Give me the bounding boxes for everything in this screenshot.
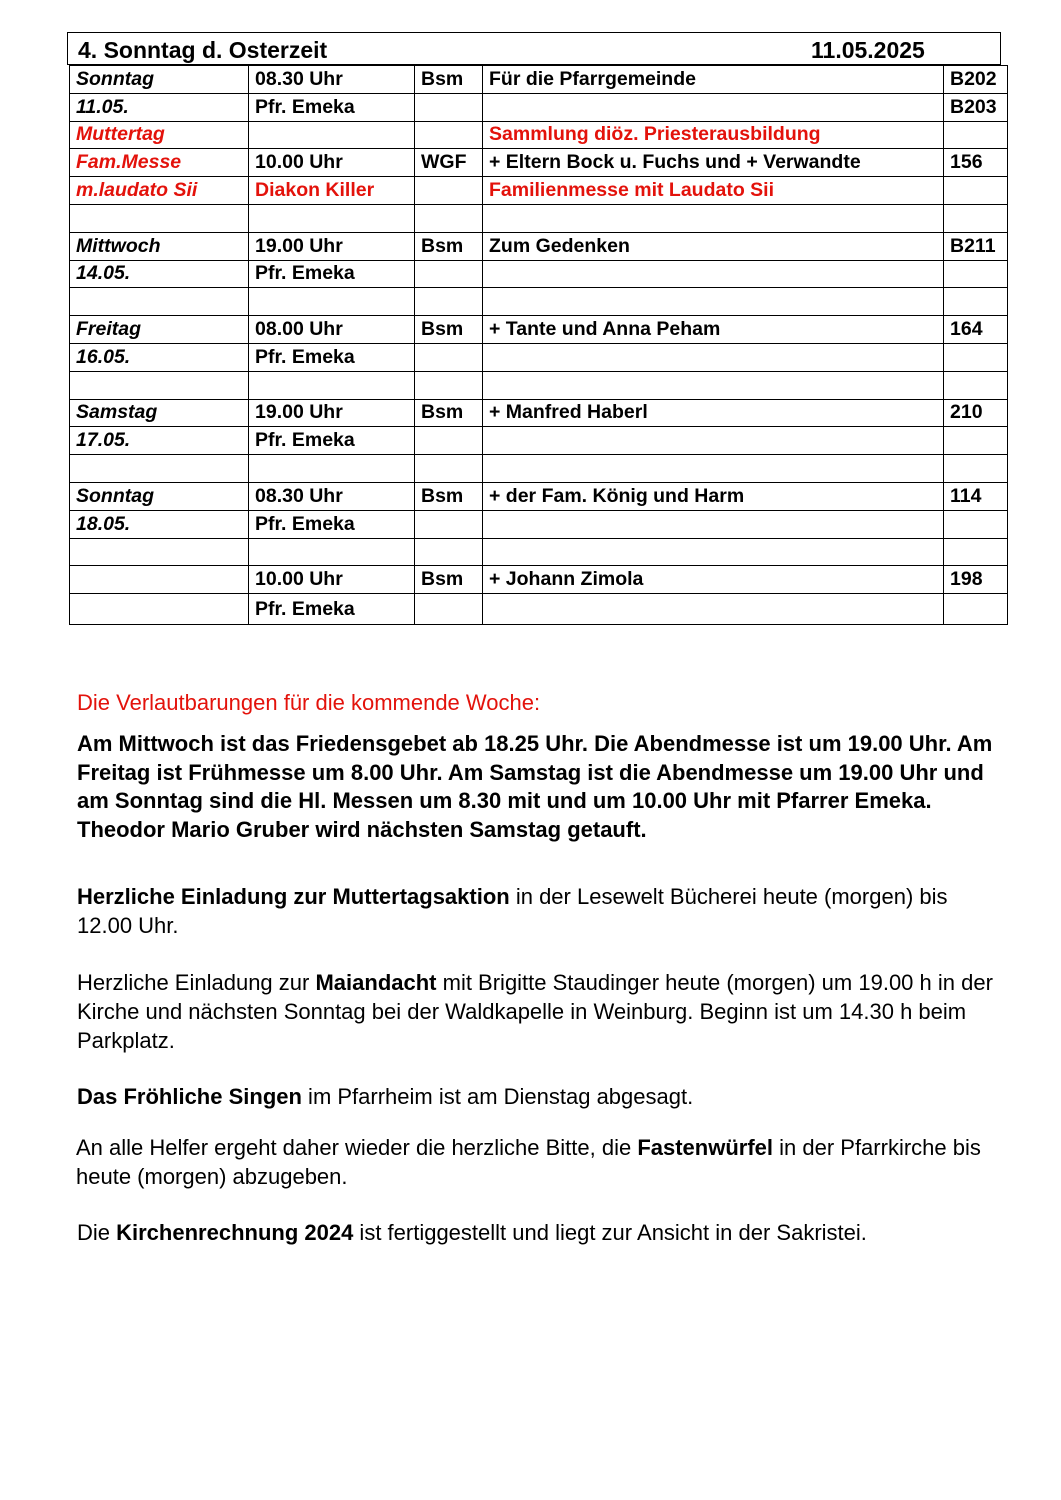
time-cell [249,121,415,149]
day-cell: Sonntag [70,482,249,510]
table-row [70,482,1008,510]
table-row [70,66,1008,94]
intention-cell: Für die Pfarrgemeinde [483,66,944,94]
announcement-muttertag [77,883,1007,940]
day-cell: Fam.Messe [70,149,249,177]
number-cell: 210 [944,399,1008,427]
day-cell [70,204,249,232]
location-cell [415,121,483,149]
intention-cell [483,510,944,538]
number-cell [944,177,1008,205]
day-cell [70,371,249,399]
day-cell: 17.05. [70,427,249,455]
number-cell: B202 [944,66,1008,94]
announcement-kirchenrechnung-text: ist fertiggestellt und liegt zur Ansicht in der Sakristei. [353,1220,867,1246]
table-row [70,399,1008,427]
intention-cell: Familienmesse mit Laudato Sii [483,177,944,205]
intention-cell: + Manfred Haberl [483,399,944,427]
location-cell [415,427,483,455]
time-cell: 10.00 Uhr [249,149,415,177]
mass-schedule-table [69,65,1008,625]
location-cell [415,538,483,566]
title-box [67,32,1001,65]
location-cell [415,288,483,316]
number-cell [944,204,1008,232]
day-cell: 14.05. [70,260,249,288]
time-cell [249,538,415,566]
day-cell: 11.05. [70,93,249,121]
table-row [70,343,1008,371]
table-row [70,594,1008,625]
intention-cell [483,538,944,566]
location-cell [415,371,483,399]
announcement-singen [77,1083,1007,1112]
table-row [70,455,1008,483]
announcement-fastenwuerfel-bold: Fastenwürfel [637,1135,774,1161]
table-row [70,232,1008,260]
announcement-singen-bold: Das Fröhliche Singen [77,1084,302,1110]
table-row [70,566,1008,594]
time-cell: Pfr. Emeka [249,427,415,455]
announcements-heading: Die Verlautbarungen für die kommende Woche: [77,690,541,715]
time-cell: Pfr. Emeka [249,93,415,121]
time-cell: Pfr. Emeka [249,594,415,625]
intention-cell: + Tante und Anna Peham [483,316,944,344]
number-cell: 164 [944,316,1008,344]
day-cell: Mittwoch [70,232,249,260]
number-cell [944,288,1008,316]
location-cell [415,204,483,232]
day-cell [70,288,249,316]
table-row [70,93,1008,121]
number-cell: B203 [944,93,1008,121]
day-cell [70,566,249,594]
day-cell: Samstag [70,399,249,427]
announcements-main-text: Am Mittwoch ist das Friedensgebet ab 18.25 Uhr. Die Abendmesse ist um 19.00 Uhr. Am Freitag ist Frühmesse um 8.00 Uhr. Am Samstag ist die Abendmesse um 19.00 Uhr und am Sonntag sind die Hl. Messen um 8.30 mit und um 10.00 Uhr mit Pfarrer Emeka. Theodor Mario Gruber wird nächsten Samstag getauft. [77,731,993,843]
number-cell [944,538,1008,566]
location-cell: Bsm [415,399,483,427]
announcement-fastenwuerfel-intro: An alle Helfer ergeht daher wieder die herzliche Bitte, die [76,1135,638,1161]
location-cell: Bsm [415,482,483,510]
location-cell [415,510,483,538]
time-cell: Diakon Killer [249,177,415,205]
announcement-maiandacht-text: mit Brigitte Staudinger heute (morgen) um 19.00 h in der Kirche und nächsten Sonntag bei der Waldkapelle in Weinburg. Beginn ist um 14.30 h beim Parkplatz. [77,970,993,1053]
announcement-singen-text: im Pfarrheim ist am Dienstag abgesagt. [301,1084,694,1110]
day-cell [70,455,249,483]
number-cell [944,371,1008,399]
time-cell [249,204,415,232]
table-row [70,288,1008,316]
intention-cell [483,260,944,288]
intention-cell: + Johann Zimola [483,566,944,594]
number-cell: 198 [944,566,1008,594]
day-cell [70,594,249,625]
time-cell: 08.00 Uhr [249,316,415,344]
time-cell: 10.00 Uhr [249,566,415,594]
table-row [70,371,1008,399]
number-cell [944,343,1008,371]
time-cell: 19.00 Uhr [249,232,415,260]
intention-cell [483,204,944,232]
table-row [70,427,1008,455]
location-cell [415,343,483,371]
location-cell [415,594,483,625]
page-title: 4. Sonntag d. Osterzeit [78,37,328,63]
intention-cell [483,427,944,455]
table-row [70,316,1008,344]
location-cell: Bsm [415,566,483,594]
time-cell [249,371,415,399]
table-row [70,204,1008,232]
announcement-maiandacht-intro: Herzliche Einladung zur [77,970,316,996]
location-cell [415,93,483,121]
location-cell: Bsm [415,66,483,94]
announcement-fastenwuerfel-text: in der Pfarrkirche bis heute (morgen) abzugeben. [76,1135,981,1189]
number-cell: 114 [944,482,1008,510]
location-cell: Bsm [415,316,483,344]
day-cell: Freitag [70,316,249,344]
time-cell: Pfr. Emeka [249,343,415,371]
announcements [77,688,1007,1248]
location-cell [415,455,483,483]
number-cell [944,510,1008,538]
intention-cell: + Eltern Bock u. Fuchs und + Verwandte [483,149,944,177]
table-row [70,177,1008,205]
number-cell: B211 [944,232,1008,260]
announcement-muttertag-bold: Herzliche Einladung zur Muttertagsaktion [77,883,510,909]
intention-cell: + der Fam. König und Harm [483,482,944,510]
intention-cell [483,93,944,121]
announcement-maiandacht-bold: Maiandacht [315,970,437,996]
time-cell [249,455,415,483]
time-cell: Pfr. Emeka [249,510,415,538]
announcement-kirchenrechnung-intro: Die [77,1220,117,1246]
number-cell [944,427,1008,455]
announcement-fastenwuerfel [76,1134,1007,1191]
location-cell: WGF [415,149,483,177]
location-cell: Bsm [415,232,483,260]
announcement-muttertag-text: in der Lesewelt Bücherei heute (morgen) bis 12.00 Uhr. [77,883,948,938]
intention-cell [483,371,944,399]
intention-cell [483,288,944,316]
intention-cell [483,594,944,625]
table-row [70,538,1008,566]
day-cell: Muttertag [70,121,249,149]
day-cell: m.laudato Sii [70,177,249,205]
number-cell [944,455,1008,483]
location-cell [415,177,483,205]
header-date: 11.05.2025 [811,37,925,63]
day-cell: 18.05. [70,510,249,538]
time-cell: 19.00 Uhr [249,399,415,427]
time-cell: 08.30 Uhr [249,66,415,94]
time-cell [249,288,415,316]
announcement-maiandacht [77,969,1007,1055]
number-cell: 156 [944,149,1008,177]
intention-cell [483,343,944,371]
intention-cell [483,455,944,483]
number-cell [944,594,1008,625]
intention-cell: Zum Gedenken [483,232,944,260]
time-cell: Pfr. Emeka [249,260,415,288]
table-row [70,149,1008,177]
day-cell [70,538,249,566]
announcement-kirchenrechnung [77,1219,1007,1248]
day-cell: 16.05. [70,343,249,371]
location-cell [415,260,483,288]
announcement-kirchenrechnung-bold: Kirchenrechnung 2024 [116,1220,354,1246]
intention-cell: Sammlung diöz. Priesterausbildung [483,121,944,149]
table-row [70,121,1008,149]
day-cell: Sonntag [70,66,249,94]
number-cell [944,260,1008,288]
table-row [70,260,1008,288]
number-cell [944,121,1008,149]
table-row [70,510,1008,538]
time-cell: 08.30 Uhr [249,482,415,510]
